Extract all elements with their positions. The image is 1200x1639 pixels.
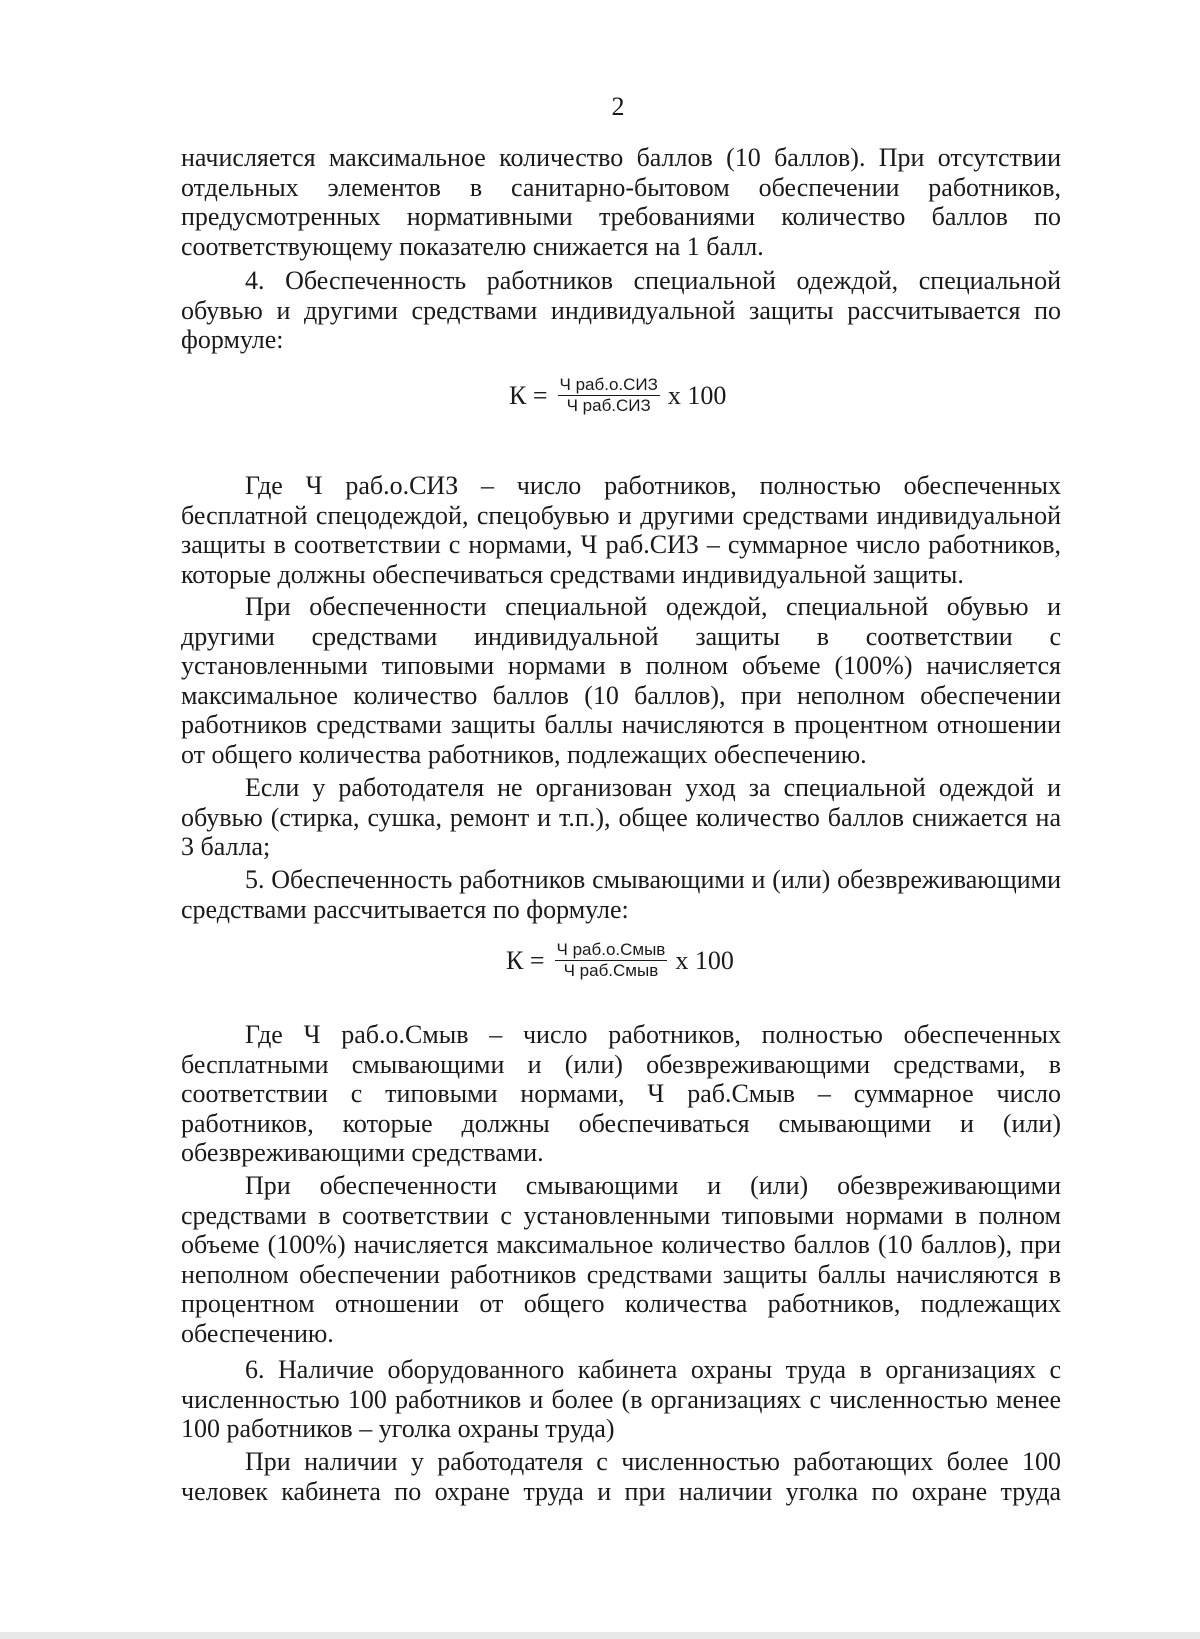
fraction — [555, 940, 668, 981]
paragraph-smyv-definition: Где Ч раб.о.Смыв – число работников, полностью обеспеченных бесплатными смывающими и (или) обезвреживающими средствами, в соответствии с типовыми нормами, Ч раб.Смыв – суммарное число работников, которые должны обеспечиваться смывающими и (или) обезвреживающими средствами. — [181, 1020, 1061, 1168]
paragraph-office-scoring: При наличии у работодателя с численностью работающих более 100 человек кабинета по охране труда и при наличии уголка по охране труда — [181, 1447, 1061, 1506]
fraction-numerator: Ч раб.о.СИЗ — [559, 375, 658, 394]
formula-smyv — [506, 940, 734, 981]
paragraph-smyv-scoring: При обеспеченности смывающими и (или) обезвреживающими средствами в соответствии с установленными типовыми нормами в полном объеме (100%) начисляется максимальное количество баллов (10 баллов), при неполном обеспечении работников средствами защиты баллы начисляются в процентном отношении от общего количества работников, подлежащих обеспечению. — [181, 1171, 1061, 1348]
fraction-denominator: Ч раб.Смыв — [563, 961, 659, 980]
paragraph-care-penalty: Если у работодателя не организован уход за специальной одеждой и обувью (стирка, сушка, ремонт и т.п.), общее количество баллов снижается на 3 балла; — [181, 773, 1061, 862]
page-number: 2 — [611, 92, 625, 121]
paragraph-siz-definition: Где Ч раб.о.СИЗ – число работников, полностью обеспеченных бесплатной спецодеждой, спецобувью и другими средствами индивидуальной защиты в соответствии с нормами, Ч раб.СИЗ – суммарное число работников, которые должны обеспечиваться средствами индивидуальной защиты. — [181, 471, 1061, 589]
fraction-denominator: Ч раб.СИЗ — [566, 396, 651, 415]
paragraph-siz-scoring: При обеспеченности специальной одеждой, специальной обувью и другими средствами индивидуальной защиты в соответствии с установленными типовыми нормами в полном объеме (100%) начисляется максимальное количество баллов (10 баллов), при неполном обеспечении работников средствами защиты баллы начисляются в процентном отношении от общего количества работников, подлежащих обеспечению. — [181, 592, 1061, 769]
formula-multiplier: х 100 — [675, 945, 734, 975]
formula-siz — [509, 375, 726, 416]
formula-multiplier: х 100 — [667, 380, 727, 410]
paragraph-item-4: 4. Обеспеченность работников специальной одеждой, специальной обувью и другими средствами индивидуальной защиты рассчитывается по формуле: — [181, 266, 1061, 355]
page-bottom-edge — [0, 1632, 1200, 1639]
formula-lhs: К = — [506, 945, 545, 975]
formula-lhs: К = — [509, 380, 548, 410]
paragraph-item-5: 5. Обеспеченность работников смывающими и (или) обезвреживающими средствами рассчитывается по формуле: — [181, 865, 1061, 924]
fraction — [558, 375, 660, 416]
fraction-numerator: Ч раб.о.Смыв — [556, 940, 666, 959]
paragraph-item-6: 6. Наличие оборудованного кабинета охраны труда в организациях с численностью 100 работников и более (в организациях с численностью менее 100 работников – уголка охраны труда) — [181, 1355, 1061, 1444]
paragraph-continuation: начисляется максимальное количество баллов (10 баллов). При отсутствии отдельных элементов в санитарно-бытовом обеспечении работников, предусмотренных нормативными требованиями количество баллов по соответствующему показателю снижается на 1 балл. — [181, 143, 1061, 261]
